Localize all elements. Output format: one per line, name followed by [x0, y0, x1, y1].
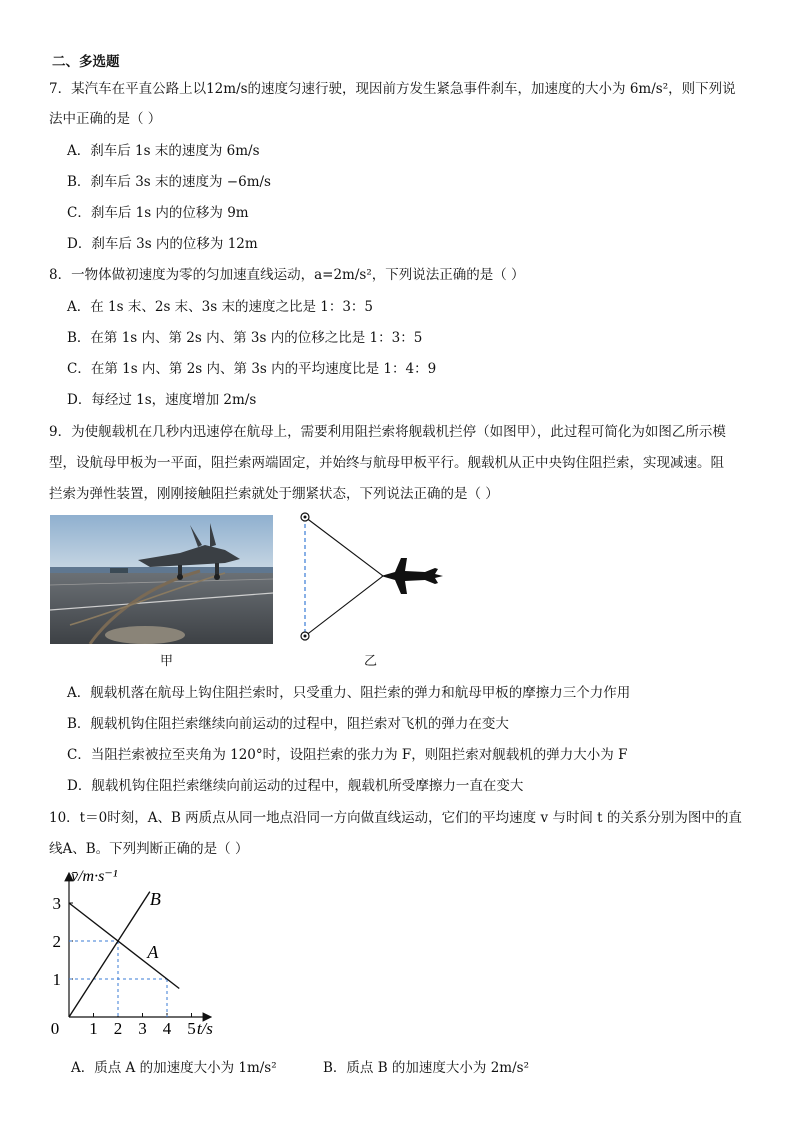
cable-lower	[305, 576, 383, 636]
q7-option-c[interactable]: C．刹车后 1s 内的位移为 9m	[67, 205, 249, 221]
q7-option-b[interactable]: B．刹车后 3s 末的速度为 −6m/s	[67, 174, 271, 190]
q8-stem-line1: 8．一物体做初速度为零的匀加速直线运动，a=2m/s²，下列说法正确的是（ ）	[49, 267, 525, 283]
y-tick-label: 3	[52, 894, 61, 913]
x-axis-label: t/s	[196, 1019, 213, 1038]
q8-option-b[interactable]: B．在第 1s 内、第 2s 内、第 3s 内的位移之比是 1：3：5	[67, 330, 423, 346]
q10-option-a[interactable]: A．质点 A 的加速度大小为 1m/s²	[71, 1060, 277, 1076]
q9-option-d[interactable]: D．舰载机钩住阻拦索继续向前运动的过程中，舰载机所受摩擦力一直在变大	[67, 778, 524, 794]
q7-option-a[interactable]: A．刹车后 1s 末的速度为 6m/s	[67, 143, 260, 159]
caption-yi: 乙	[364, 654, 378, 669]
section-title: 二、多选题	[52, 54, 120, 70]
x-tick-label: 3	[138, 1019, 147, 1038]
series-label-a: A	[147, 942, 159, 963]
q9-stem-line3: 拦索为弹性装置，刚刚接触阻拦索就处于绷紧状态，下列说法正确的是（ ）	[49, 486, 499, 502]
caption-jia: 甲	[160, 654, 174, 669]
q9-option-c[interactable]: C．当阻拦索被拉至夹角为 120°时，设阻拦索的张力为 F，则阻拦索对舰载机的弹力大小为 F	[67, 747, 628, 763]
carrier-landing-photo	[50, 515, 273, 644]
x-tick-label: 1	[89, 1019, 98, 1038]
y-tick-label: 1	[52, 970, 61, 989]
q10-option-b[interactable]: B．质点 B 的加速度大小为 2m/s²	[323, 1060, 529, 1076]
x-tick-label: 4	[162, 1019, 172, 1038]
x-tick-label: 2	[113, 1019, 123, 1038]
arrest-cable-diagram	[295, 510, 445, 642]
q9-stem-line1: 9．为使舰载机在几秒内迅速停在航母上，需要利用阻拦索将舰载机拦停（如图甲），此过程可简化为如图乙所示模	[49, 424, 726, 440]
q8-option-d[interactable]: D．每经过 1s，速度增加 2m/s	[67, 392, 257, 408]
series-label-b: B	[149, 888, 161, 909]
q8-option-c[interactable]: C．在第 1s 内、第 2s 内、第 3s 内的平均速度比是 1：4：9	[67, 361, 437, 377]
q8-option-a[interactable]: A．在 1s 末、2s 末、3s 末的速度之比是 1：3：5	[67, 299, 374, 315]
y-tick-label: 2	[52, 932, 61, 951]
series-line-b	[69, 892, 150, 1017]
q7-stem-line1: 7．某汽车在平直公路上以12m/s的速度匀速行驶，现因前方发生紧急事件刹车，加速度的大小为 6m/s²，则下列说	[49, 81, 736, 97]
x-tick-label: 5	[187, 1019, 196, 1038]
origin-label: 0	[50, 1019, 60, 1038]
q7-option-d[interactable]: D．刹车后 3s 内的位移为 12m	[67, 236, 258, 252]
q10-stem-line1: 10．t＝0时刻，A、B 两质点从同一地点沿同一方向做直线运动，它们的平均速度 v 与时间 t 的关系分别为图中的直	[49, 810, 742, 826]
jet-silhouette	[381, 558, 443, 594]
average-velocity-time-chart	[45, 865, 265, 1045]
y-axis-label: v̄/m·s⁻¹	[71, 868, 118, 885]
q9-option-b[interactable]: B．舰载机钩住阻拦索继续向前运动的过程中，阻拦索对飞机的弹力在变大	[67, 716, 509, 732]
series-line-a	[69, 903, 179, 989]
q9-option-a[interactable]: A．舰载机落在航母上钩住阻拦索时，只受重力、阻拦索的弹力和航母甲板的摩擦力三个力作用	[67, 685, 631, 701]
q10-stem-line2: 线A、B。下列判断正确的是（ ）	[49, 841, 249, 857]
q7-stem-line2: 法中正确的是（ ）	[49, 111, 162, 127]
cable-upper	[305, 517, 383, 576]
q9-stem-line2: 型，设航母甲板为一平面，阻拦索两端固定，并始终与航母甲板平行。舰载机从正中央钩住阻拦索，实现减速。阻	[49, 455, 724, 471]
